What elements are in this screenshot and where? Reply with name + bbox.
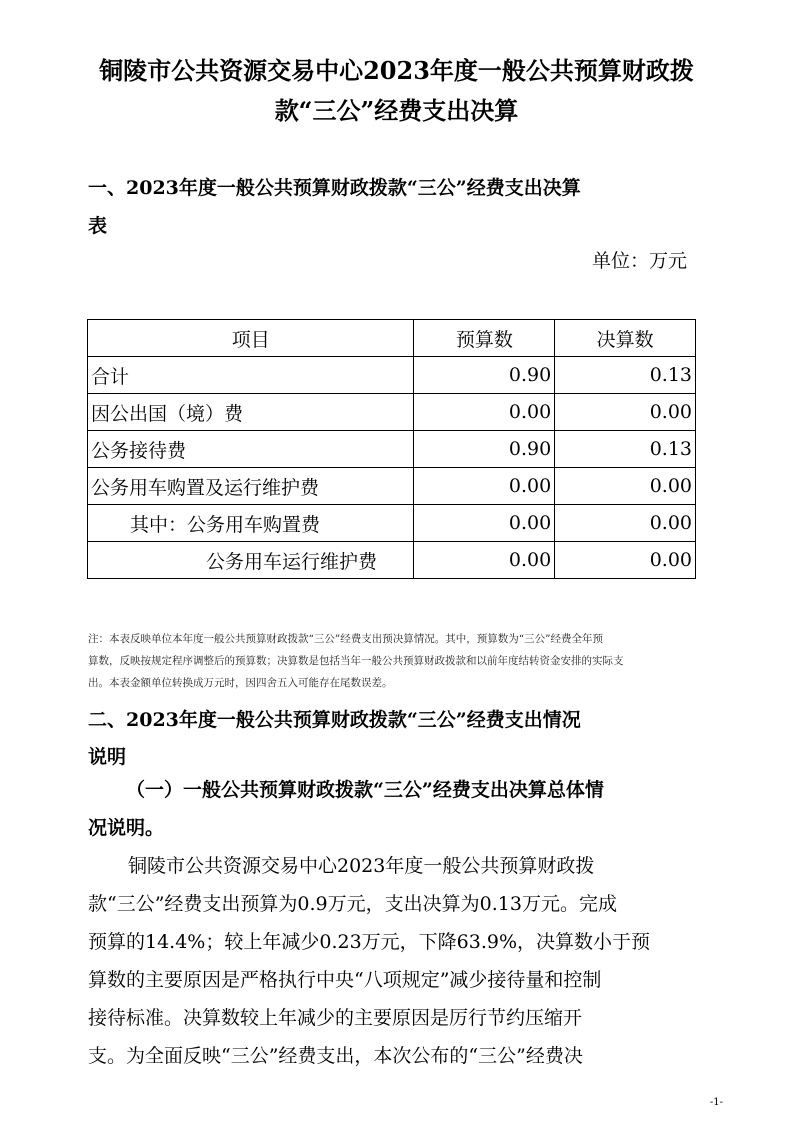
row-budget: 0.90: [414, 431, 555, 468]
section1-heading-line1: 一、2023年度一般公共预算财政拨款“三公”经费支出决算: [88, 177, 581, 199]
row-final: 0.13: [555, 431, 696, 468]
row-final: 0.00: [555, 505, 696, 542]
section1-heading-line2: 表: [88, 215, 108, 237]
note-line: 注：本表反映单位本年度一般公共预算财政拨款“三公”经费支出预决算情况。其中，预算数为“三公”经费全年预: [88, 633, 603, 645]
row-budget: 0.90: [414, 357, 555, 394]
row-budget: 0.00: [414, 505, 555, 542]
body-paragraph-line: 预算的14.4%；较上年减少0.23万元，下降63.9%，决算数小于预: [88, 931, 651, 953]
table-note: [88, 628, 703, 694]
table-row: [88, 394, 696, 431]
page-number: -1-: [709, 1097, 723, 1108]
row-final: 0.00: [555, 394, 696, 431]
row-budget: 0.00: [414, 468, 555, 505]
body-paragraph-line: 支。为全面反映“三公”经费支出，本次公布的“三公”经费决: [88, 1045, 583, 1067]
row-final: 0.00: [555, 468, 696, 505]
body-paragraph-line: 铜陵市公共资源交易中心2023年度一般公共预算财政拨: [128, 855, 595, 877]
row-final: 0.00: [555, 542, 696, 579]
table-row: [88, 505, 696, 542]
unit-label: 单位：万元: [591, 250, 687, 272]
row-item: 合计: [88, 357, 414, 394]
table-row: [88, 542, 696, 579]
row-budget: 0.00: [414, 542, 555, 579]
section2-heading-line1: 二、2023年度一般公共预算财政拨款“三公”经费支出情况: [88, 709, 581, 731]
body-paragraph-line: 款“三公”经费支出预算为0.9万元，支出决算为0.13万元。完成: [88, 893, 617, 915]
table-row: [88, 357, 696, 394]
body-paragraph-line: 算数的主要原因是严格执行中央“八项规定”减少接待量和控制: [88, 969, 602, 991]
section2-heading-line2: 说明: [88, 746, 127, 768]
note-line: 出。本表金额单位转换成万元时，因四舍五入可能存在尾数误差。: [88, 677, 393, 689]
note-line: 算数，反映按规定程序调整后的预算数；决算数是包括当年一般公共预算财政拨款和以前年度结转资金安排的实际支: [88, 655, 624, 667]
row-budget: 0.00: [414, 394, 555, 431]
header-item: 项目: [88, 320, 414, 357]
header-budget: 预算数: [414, 320, 555, 357]
document-title-line2: 款“三公”经费支出决算: [274, 96, 519, 125]
three-public-expense-table: [87, 319, 696, 579]
table-row: [88, 431, 696, 468]
subsection-heading-line2: 况说明。: [88, 817, 165, 839]
subsection-heading-line1: （一）一般公共预算财政拨款“三公”经费支出决算总体情: [126, 779, 604, 801]
row-item: 公务用车运行维护费: [88, 542, 414, 579]
row-item: 公务接待费: [88, 431, 414, 468]
document-title-line1: 铜陵市公共资源交易中心2023年度一般公共预算财政拨: [99, 56, 694, 85]
row-final: 0.13: [555, 357, 696, 394]
table-row: [88, 468, 696, 505]
header-final: 决算数: [555, 320, 696, 357]
row-item: 因公出国（境）费: [88, 394, 414, 431]
body-paragraph-line: 接待标准。决算数较上年减少的主要原因是厉行节约压缩开: [88, 1007, 583, 1029]
row-item: 公务用车购置及运行维护费: [88, 468, 414, 505]
row-item: 其中：公务用车购置费: [88, 505, 414, 542]
table-header-row: [88, 320, 696, 357]
